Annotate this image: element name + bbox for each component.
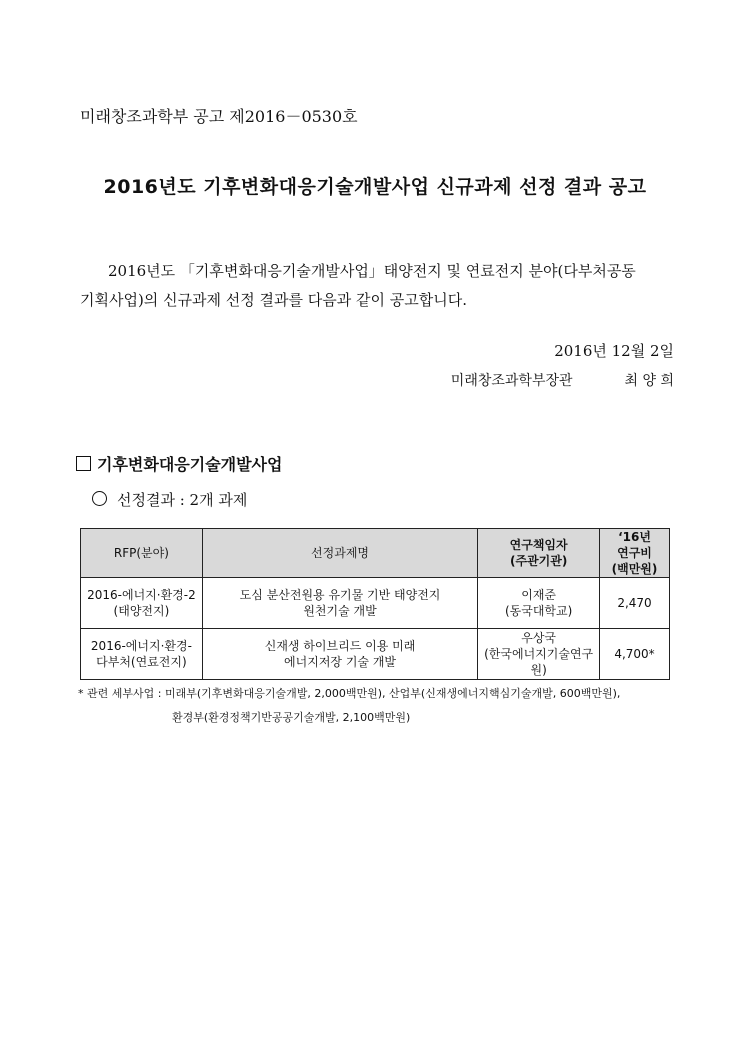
- header-rfp-text: RFP(분야): [113, 546, 169, 560]
- cell-task-text: 신재생 하이브리드 이용 미래 에너지저장 기술 개발: [264, 639, 416, 669]
- cell-budget-text: 4,700*: [614, 647, 655, 661]
- announcement-date: 2016년 12월 2일: [554, 342, 674, 360]
- cell-researcher-text: 이재준 (동국대학교): [504, 588, 573, 618]
- header-rfp: [81, 529, 203, 578]
- section-heading: [76, 452, 282, 475]
- cell-budget: [600, 629, 670, 680]
- cell-rfp: [81, 578, 203, 629]
- cell-rfp-text: 2016-에너지·환경- 다부처(연료전지): [90, 639, 192, 669]
- paragraph-line-1: 2016년도 「기후변화대응기술개발사업」태양전지 및 연료전지 분야(다부처공동: [108, 262, 636, 280]
- header-budget: [600, 529, 670, 578]
- cell-task-text: 도심 분산전원용 유기물 기반 태양전지 원천기술 개발: [239, 588, 441, 618]
- table-header-row: [81, 529, 670, 578]
- selection-result-table: [80, 528, 670, 680]
- announcement-paragraph: [80, 257, 676, 315]
- cell-task: [202, 629, 477, 680]
- cell-rfp-text: 2016-에너지·환경-2 (태양전지): [87, 588, 196, 618]
- header-researcher: [478, 529, 600, 578]
- signer: [451, 370, 674, 390]
- header-researcher-text: 연구책임자 (주관기관): [509, 538, 568, 568]
- signer-title: 미래창조과학부장관: [450, 373, 573, 389]
- section-heading-text: 기후변화대응기술개발사업: [97, 455, 283, 474]
- circle-bullet-icon: [92, 491, 107, 506]
- sub-heading-text: 선정결과 : 2개 과제: [117, 491, 248, 509]
- header-task-text: 선정과제명: [311, 546, 370, 560]
- table-row: [81, 629, 670, 680]
- header-budget-text: ‘16년 연구비 (백만원): [611, 530, 658, 576]
- cell-rfp: [81, 629, 203, 680]
- footnote-line-1: * 관련 세부사업 : 미래부(기후변화대응기술개발, 2,000백만원), 산업부(신재생에너지핵심기술개발, 600백만원),: [78, 687, 621, 700]
- paragraph-line-2: 기획사업)의 신규과제 선정 결과를 다음과 같이 공고합니다.: [80, 291, 467, 309]
- notice-number: 미래창조과학부 공고 제2016－0530호: [80, 107, 358, 126]
- signer-name: 최 양 희: [624, 373, 674, 389]
- document-title: 2016년도 기후변화대응기술개발사업 신규과제 선정 결과 공고: [103, 176, 647, 198]
- cell-budget: [600, 578, 670, 629]
- checkbox-square-icon: [76, 456, 91, 471]
- footnote-line-2: 환경부(환경정책기반공공기술개발, 2,100백만원): [172, 711, 411, 724]
- sub-heading: [92, 489, 247, 510]
- cell-researcher: [478, 578, 600, 629]
- cell-task: [202, 578, 477, 629]
- table-row: [81, 578, 670, 629]
- header-task: [202, 529, 477, 578]
- cell-budget-text: 2,470: [617, 596, 652, 610]
- cell-researcher-text: 우상국 (한국에너지기술연구원): [484, 631, 594, 677]
- cell-researcher: [478, 629, 600, 680]
